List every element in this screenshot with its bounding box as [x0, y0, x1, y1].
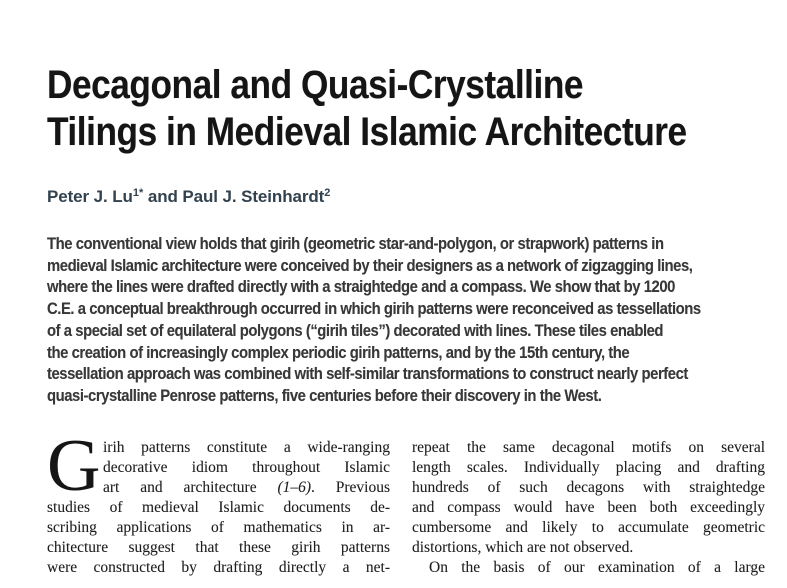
body-line: were constructed by drafting directly a net- — [47, 559, 390, 576]
body-line: decorative idiom throughout Islamic — [103, 459, 390, 476]
body-line: chitecture suggest that these girih patterns — [47, 539, 390, 556]
abstract — [47, 234, 767, 408]
body-line: scribing applications of mathematics in ar- — [47, 519, 390, 536]
body-line-text: . Previous — [311, 479, 390, 496]
abstract-line: tessellation approach was combined with self-similar transformations to construct nearly perfect — [47, 365, 688, 384]
body-line: studies of medieval Islamic documents de- — [47, 499, 390, 516]
body-line: hundreds of such decagons with straightedge — [412, 479, 765, 496]
body-line: On the basis of our examination of a large — [429, 559, 765, 576]
article-title — [47, 62, 687, 156]
author-affiliation-sup-2: 2 — [324, 187, 331, 199]
abstract-line: The conventional view holds that girih (geometric star-and-polygon, or strapwork) patterns in — [47, 235, 664, 253]
author-affiliation-sup-1: 1* — [132, 187, 144, 199]
body-line: irih patterns constitute a wide-ranging — [103, 439, 390, 456]
author-line — [47, 187, 330, 207]
reference-citation: (1–6) — [277, 479, 312, 496]
abstract-line: the creation of increasingly complex periodic girih patterns, and by the 15th century, the — [47, 343, 630, 362]
body-line: cumbersome and likely to accumulate geometric — [412, 519, 765, 536]
body-line: distortions, which are not observed. — [412, 539, 634, 556]
abstract-line: of a special set of equilateral polygons (“girih tiles”) decorated with lines. These tiles enabled — [47, 321, 664, 340]
abstract-line: quasi-crystalline Penrose patterns, five centuries before their discovery in the West. — [47, 386, 602, 405]
author-name-2: Paul J. Steinhardt — [182, 187, 325, 206]
body-line: and compass would have been both exceedingly — [412, 499, 765, 516]
body-line: length scales. Individually placing and drafting — [412, 459, 765, 476]
left-column — [47, 425, 390, 578]
abstract-line: medieval Islamic architecture were conceived by their designers as a network of zigzagging lines, — [47, 256, 693, 275]
authors-connector: and — [143, 187, 183, 206]
right-column — [412, 438, 765, 578]
article-title-line1: Decagonal and Quasi-Crystalline — [47, 63, 584, 107]
body-line: repeat the same decagonal motifs on several — [412, 439, 765, 456]
abstract-line: C.E. a conceptual breakthrough occurred in which girih patterns were reconceived as tessellations — [47, 300, 701, 319]
abstract-line: where the lines were drafted directly with a straightedge and a compass. We show that by 1200 — [47, 278, 675, 297]
author-name-1: Peter J. Lu — [47, 187, 133, 206]
body-line-text: art and architecture — [103, 479, 278, 496]
dropcap-g: G — [47, 425, 101, 507]
article-title-line2: Tilings in Medieval Islamic Architecture — [47, 110, 687, 154]
